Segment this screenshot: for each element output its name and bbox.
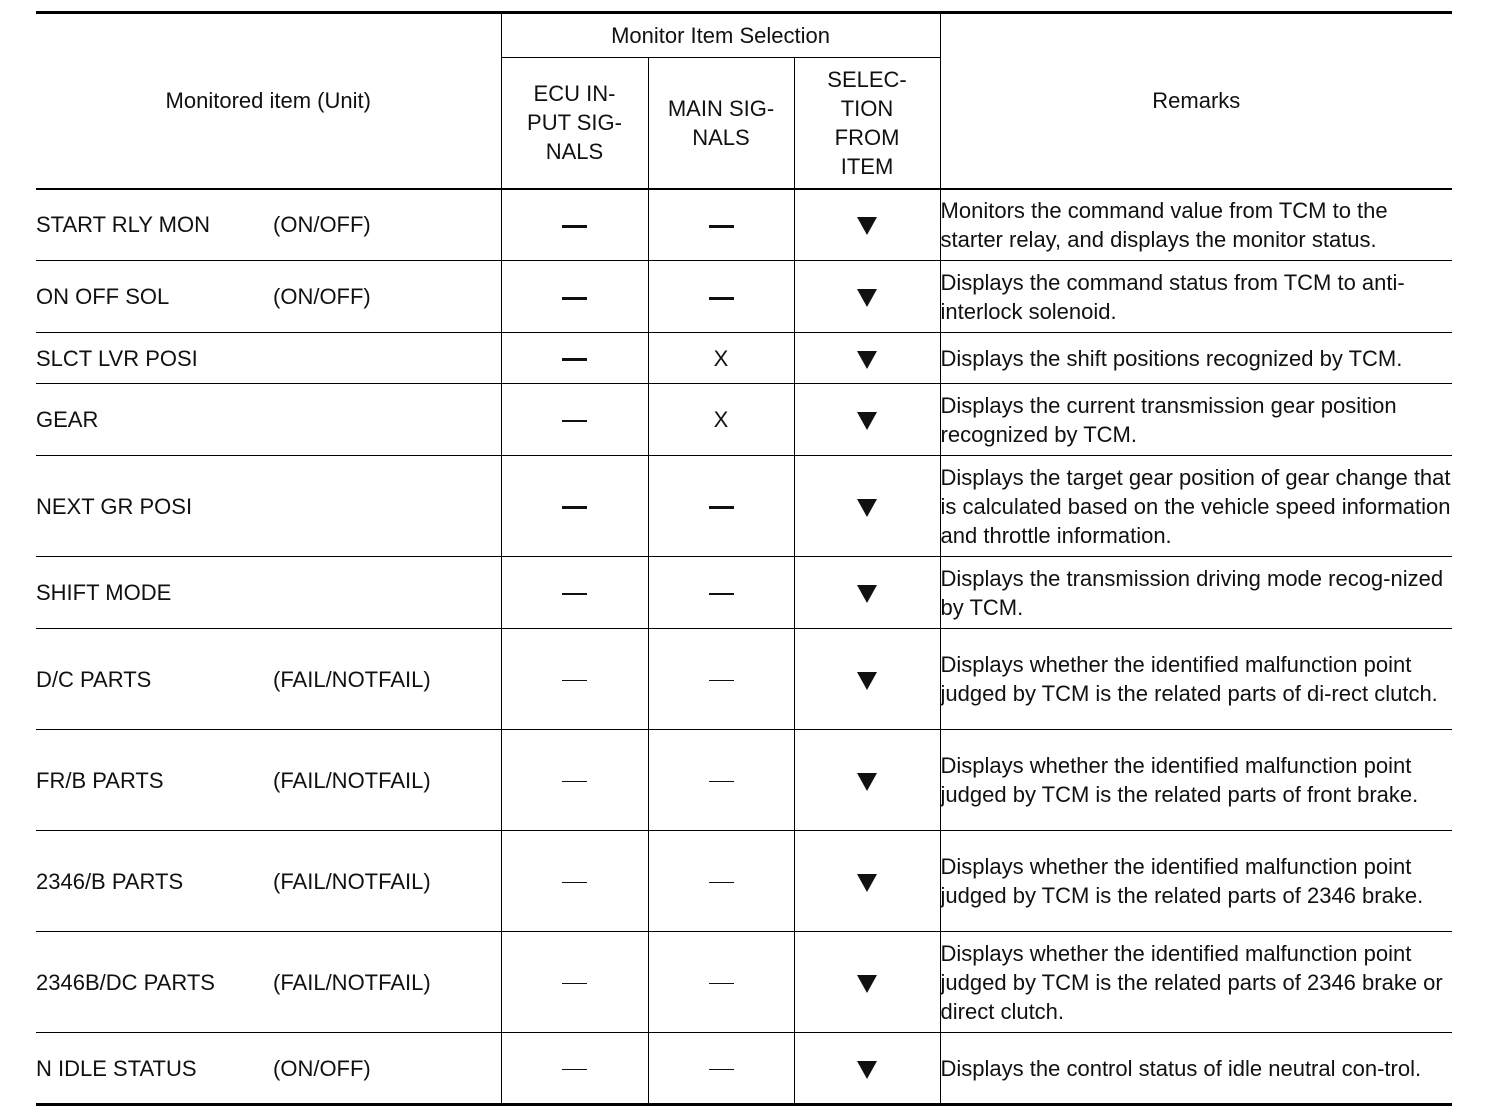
- table-row: [36, 189, 1452, 261]
- cell-ecu-input-signals: [501, 456, 648, 557]
- cell-ecu-input-signals: [501, 261, 648, 333]
- table-row: [36, 730, 1452, 831]
- cell-remarks: Displays the command status from TCM to anti-interlock solenoid.: [940, 261, 1452, 333]
- cell-ecu-input-signals: [501, 831, 648, 932]
- x-mark: X: [713, 345, 729, 371]
- header-sel-line-1: SELEC-: [827, 66, 907, 92]
- dash-icon: [562, 225, 587, 228]
- item-name: FR/B PARTS: [36, 767, 164, 793]
- cell-remarks: Displays the control status of idle neutral con-trol.: [940, 1033, 1452, 1105]
- cell-selection-from-item: [794, 629, 940, 730]
- cell-ecu-input-signals: [501, 333, 648, 384]
- dash-icon: [709, 882, 734, 884]
- header-remarks: [940, 13, 1452, 189]
- dash-icon: [709, 781, 734, 783]
- dash-icon: [562, 1069, 587, 1071]
- header-main-signals: [648, 58, 794, 189]
- table-row: [36, 1033, 1452, 1105]
- header-sel-line-4: ITEM: [840, 153, 894, 179]
- table-row: [36, 261, 1452, 333]
- triangle-down-icon: [857, 585, 877, 603]
- dash-icon: [562, 420, 587, 422]
- cell-main-signals: [648, 629, 794, 730]
- cell-monitored-item: [36, 557, 501, 629]
- item-unit: (ON/OFF): [273, 284, 371, 309]
- cell-ecu-input-signals: [501, 189, 648, 261]
- cell-ecu-input-signals: [501, 629, 648, 730]
- dash-icon: [562, 506, 587, 509]
- cell-monitored-item: [36, 333, 501, 384]
- dash-icon: [709, 297, 734, 300]
- item-name: 2346/B PARTS: [36, 868, 184, 894]
- cell-remarks: Displays the shift positions recognized by TCM.: [940, 333, 1452, 384]
- cell-main-signals: [648, 384, 794, 456]
- triangle-down-icon: [857, 217, 877, 235]
- dash-icon: [709, 1069, 734, 1071]
- triangle-down-icon: [857, 672, 877, 690]
- header-main-line-1: MAIN SIG-: [667, 95, 775, 121]
- triangle-down-icon: [857, 499, 877, 517]
- dash-icon: [562, 680, 587, 682]
- triangle-down-icon: [857, 1061, 877, 1079]
- cell-selection-from-item: [794, 831, 940, 932]
- cell-monitored-item: [36, 189, 501, 261]
- item-name: START RLY MON: [36, 212, 211, 238]
- cell-main-signals: [648, 730, 794, 831]
- cell-main-signals: [648, 456, 794, 557]
- cell-monitored-item: [36, 831, 501, 932]
- triangle-down-icon: [857, 289, 877, 307]
- dash-icon: [562, 781, 587, 783]
- cell-selection-from-item: [794, 384, 940, 456]
- header-monitored-item-label: Monitored item (Unit): [165, 88, 371, 114]
- item-unit: (FAIL/NOTFAIL): [273, 868, 431, 894]
- cell-monitored-item: [36, 932, 501, 1033]
- cell-main-signals: [648, 932, 794, 1033]
- cell-main-signals: [648, 557, 794, 629]
- header-selection-from-item: [794, 58, 940, 189]
- cell-remarks: Displays whether the identified malfunction point judged by TCM is the related parts of di-rect clutch.: [940, 629, 1452, 730]
- header-remarks-label: Remarks: [1152, 88, 1241, 114]
- cell-remarks: Displays whether the identified malfunction point judged by TCM is the related parts of 2346 brake or direct clutch.: [940, 932, 1452, 1033]
- cell-selection-from-item: [794, 189, 940, 261]
- item-name: SHIFT MODE: [36, 580, 172, 605]
- header-sel-line-3: FROM: [834, 124, 900, 150]
- table-row: [36, 629, 1452, 730]
- triangle-down-icon: [857, 773, 877, 791]
- table-row: [36, 456, 1452, 557]
- dash-icon: [709, 593, 734, 595]
- dash-icon: [562, 593, 587, 595]
- cell-main-signals: [648, 1033, 794, 1105]
- cell-remarks: Displays the current transmission gear position recognized by TCM.: [940, 384, 1452, 456]
- cell-monitored-item: [36, 261, 501, 333]
- dash-icon: [709, 680, 734, 682]
- cell-ecu-input-signals: [501, 1033, 648, 1105]
- item-unit: (ON/OFF): [273, 212, 371, 238]
- dash-icon: [562, 882, 587, 884]
- table-row: [36, 384, 1452, 456]
- item-unit: (FAIL/NOTFAIL): [273, 969, 431, 995]
- cell-remarks: Displays whether the identified malfunction point judged by TCM is the related parts of front brake.: [940, 730, 1452, 831]
- item-name: 2346B/DC PARTS: [36, 969, 215, 995]
- triangle-down-icon: [857, 412, 877, 430]
- header-main-line-2: NALS: [692, 124, 750, 150]
- cell-selection-from-item: [794, 557, 940, 629]
- header-monitored-item: [36, 13, 501, 189]
- dash-icon: [562, 983, 587, 985]
- dash-icon: [709, 983, 734, 985]
- item-name: ON OFF SOL: [36, 284, 170, 309]
- table-row: [36, 557, 1452, 629]
- table-row: [36, 932, 1452, 1033]
- triangle-down-icon: [857, 975, 877, 993]
- item-unit: (FAIL/NOTFAIL): [273, 666, 431, 692]
- item-name: SLCT LVR POSI: [36, 345, 198, 371]
- cell-monitored-item: [36, 730, 501, 831]
- item-name: GEAR: [36, 407, 99, 432]
- header-ecu-line-2: PUT SIG-: [527, 110, 622, 136]
- cell-selection-from-item: [794, 261, 940, 333]
- cell-ecu-input-signals: [501, 932, 648, 1033]
- header-sel-line-2: TION: [840, 95, 894, 121]
- cell-ecu-input-signals: [501, 730, 648, 831]
- item-name: N IDLE STATUS: [36, 1055, 197, 1081]
- header-selection-group: [501, 13, 940, 58]
- header-ecu-line-3: NALS: [545, 139, 604, 165]
- item-unit: (FAIL/NOTFAIL): [273, 767, 431, 793]
- header-ecu-input-signals: [501, 58, 648, 189]
- item-unit: (ON/OFF): [273, 1055, 371, 1081]
- cell-main-signals: [648, 189, 794, 261]
- cell-selection-from-item: [794, 456, 940, 557]
- cell-selection-from-item: [794, 932, 940, 1033]
- table-row: [36, 831, 1452, 932]
- cell-ecu-input-signals: [501, 384, 648, 456]
- x-mark: X: [713, 407, 729, 432]
- cell-monitored-item: [36, 384, 501, 456]
- cell-monitored-item: [36, 456, 501, 557]
- cell-main-signals: [648, 261, 794, 333]
- cell-remarks: Monitors the command value from TCM to the starter relay, and displays the monitor status.: [940, 189, 1452, 261]
- dash-icon: [709, 506, 734, 509]
- dash-icon: [562, 297, 587, 300]
- table-row: [36, 333, 1452, 384]
- dash-icon: [709, 225, 734, 228]
- cell-remarks: Displays whether the identified malfunction point judged by TCM is the related parts of 2346 brake.: [940, 831, 1452, 932]
- triangle-down-icon: [857, 874, 877, 892]
- cell-main-signals: [648, 831, 794, 932]
- header-selection-group-label: Monitor Item Selection: [611, 23, 830, 48]
- cell-main-signals: [648, 333, 794, 384]
- monitor-item-table: [36, 11, 1452, 1106]
- item-name: D/C PARTS: [36, 666, 152, 692]
- dash-icon: [562, 358, 587, 361]
- cell-remarks: Displays the target gear position of gear change that is calculated based on the vehicle speed information and throttle information.: [940, 456, 1452, 557]
- cell-ecu-input-signals: [501, 557, 648, 629]
- cell-selection-from-item: [794, 333, 940, 384]
- cell-selection-from-item: [794, 730, 940, 831]
- cell-selection-from-item: [794, 1033, 940, 1105]
- cell-monitored-item: [36, 629, 501, 730]
- triangle-down-icon: [857, 351, 877, 369]
- item-name: NEXT GR POSI: [36, 493, 193, 519]
- header-ecu-line-1: ECU IN-: [533, 81, 616, 107]
- cell-monitored-item: [36, 1033, 501, 1105]
- cell-remarks: Displays the transmission driving mode recog-nized by TCM.: [940, 557, 1452, 629]
